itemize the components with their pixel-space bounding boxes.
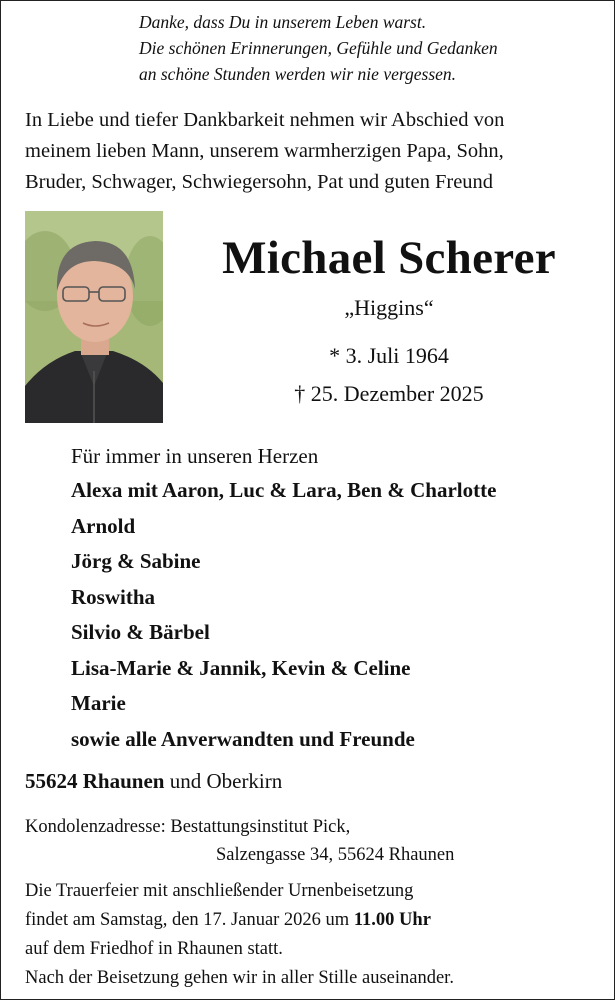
intro-line: Bruder, Schwager, Schwiegersohn, Pat und guten Freund [25,171,494,193]
funeral-line: Nach der Beisetzung gehen wir in aller Stille auseinander. [25,968,454,988]
portrait-image [25,211,163,423]
mourner-entry: sowie alle Anverwandten und Freunde [71,726,415,751]
mourner-entry: Silvio & Bärbel [71,620,210,644]
funeral-date-text: findet am Samstag, den 17. Januar 2026 um [25,910,354,930]
intro-line: meinem lieben Mann, unserem warmherzigen Papa, Sohn, [25,140,504,162]
portrait-photo [25,211,163,423]
deceased-nickname: „Higgins“ [344,295,434,320]
funeral-time: 11.00 Uhr [353,910,431,930]
mourner-entry: Jörg & Sabine [71,549,201,573]
farewell-intro [25,105,605,198]
funeral-line: Die Trauerfeier mit anschließender Urnenbeisetzung [25,881,414,901]
mourner-entry: Arnold [71,513,136,538]
mourner-entry: Alexa mit Aaron, Luc & Lara, Ben & Charlotte [71,478,497,502]
birth-date: * 3. Juli 1964 [329,343,449,368]
funeral-line: auf dem Friedhof in Rhaunen statt. [25,939,283,959]
mourner-entry: Lisa-Marie & Jannik, Kevin & Celine [71,655,411,680]
quote-line: Die schönen Erinnerungen, Gefühle und Gedanken [139,38,498,58]
deceased-name: Michael Scherer [222,232,556,284]
condolence-line: Kondolenzadresse: Bestattungsinstitut Pick, [25,817,351,837]
place-line [25,769,282,794]
condolence-address [25,813,454,869]
intro-line: In Liebe und tiefer Dankbarkeit nehmen wir Abschied von [25,109,505,131]
place-rest: und Oberkirn [164,769,283,793]
funeral-details [25,877,610,993]
mourners-list [71,439,611,757]
quote-line: an schöne Stunden werden wir nie vergessen. [139,64,457,84]
death-date: † 25. Dezember 2025 [294,381,484,406]
condolence-line: Salzengasse 34, 55624 Rhaunen [216,845,455,865]
mourners-lead: Für immer in unseren Herzen [71,444,319,468]
place-bold: 55624 Rhaunen [25,769,165,793]
mourner-entry: Roswitha [71,584,156,609]
quote-line: Danke, dass Du in unserem Leben warst. [139,12,427,32]
mourner-entry: Marie [71,691,126,715]
memorial-quote [139,9,599,87]
funeral-line [25,906,610,935]
